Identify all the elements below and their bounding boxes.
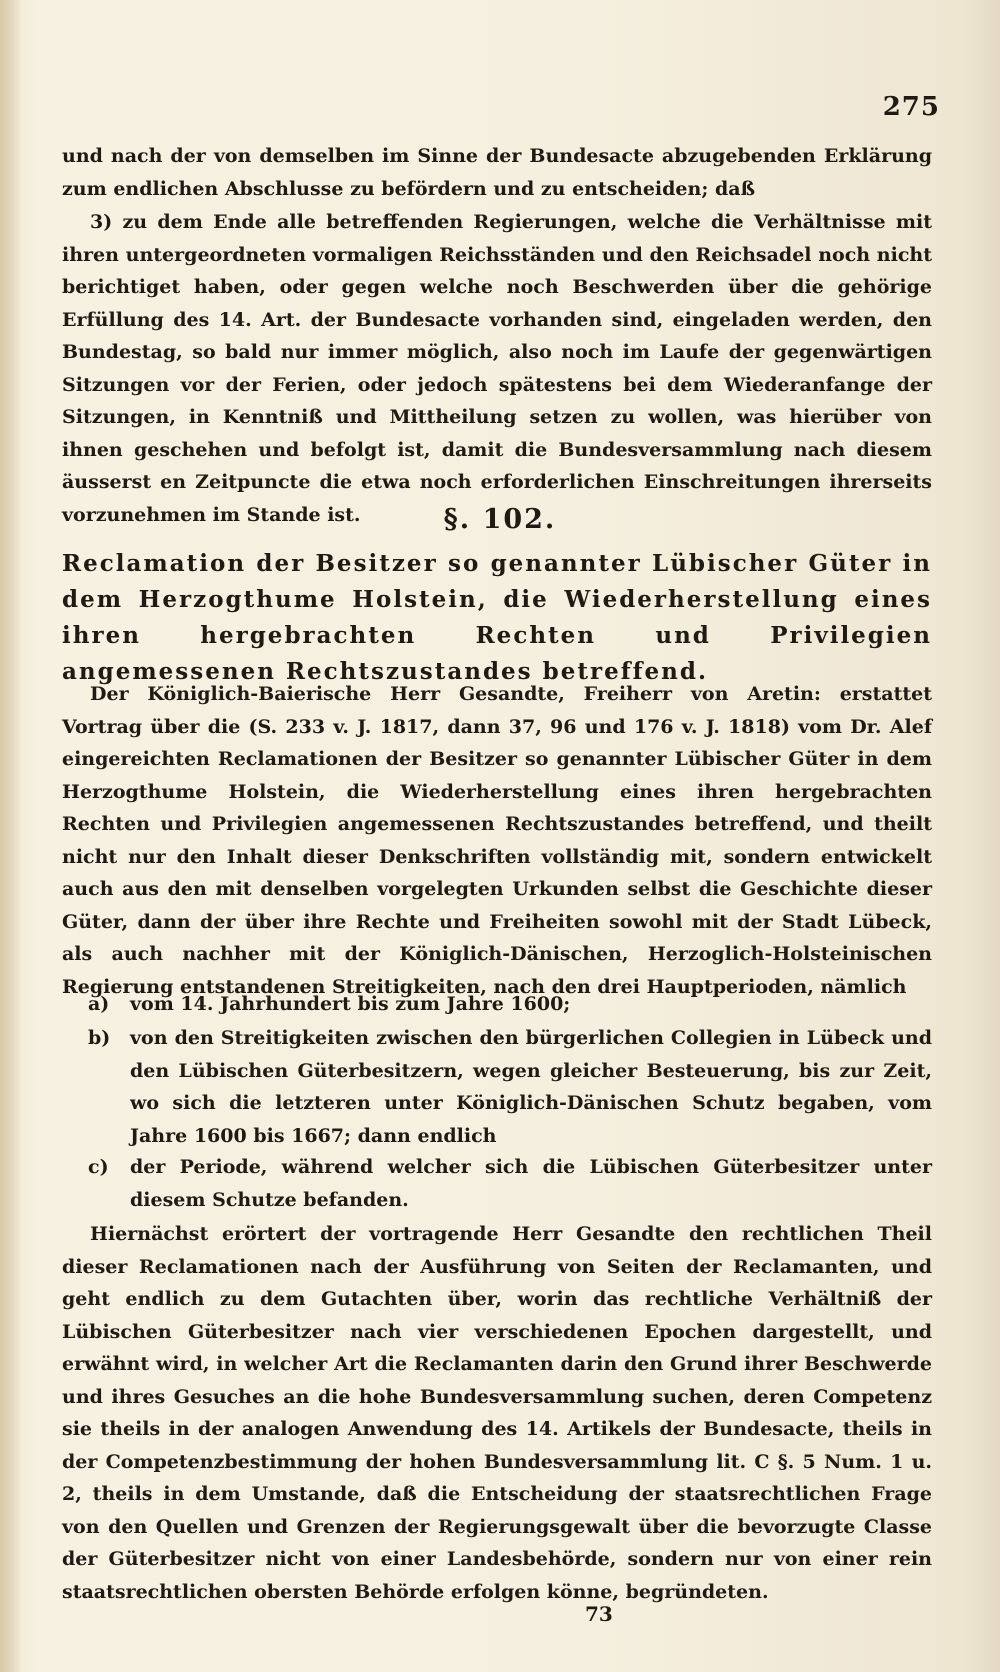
list-text: der Periode, während welcher sich die Lübischen Güterbesitzer unter diesem Schutze befanden. (130, 1156, 932, 1211)
page-number: 275 (882, 92, 940, 122)
list-item (62, 988, 932, 1021)
section-heading: Reclamation der Besitzer so genannter Lübischer Güter in dem Herzogthume Holstein, die Wiederherstellung eines ihren hergebrachten Rechten und Privilegien angemessenen Rechtszustandes betreffend. (62, 550, 932, 685)
paragraph-continuation: und nach der von demselben im Sinne der Bundesacte abzugebenden Erklärung zum endlichen Abschlusse zu befördern und zu entscheiden; daß (62, 145, 932, 200)
list-text: vom 14. Jahrhundert bis zum Jahre 1600; (130, 993, 571, 1015)
paragraph-report: Der Königlich-Baierische Herr Gesandte, Freiherr von Aretin: erstattet Vortrag über die (S. 233 v. J. 1817, dann 37, 96 und 176 v. J. 1818) vom Dr. Alef eingereichten Reclamationen der Besitzer so genannter Lübischer Güter in dem Herzogthume Holstein, die Wiederherstellung eines ihren hergebrachten Rechten und Privilegien angemessenen Rechtszustandes betreffend, und theilt nicht nur den Inhalt dieser Denkschriften vollständig mit, sondern entwickelt auch aus den mit denselben vorgelegten Urkunden selbst die Geschichte dieser Güter, dann der über ihre Rechte und Freiheiten sowohl mit der Stadt Lübeck, als auch nachher mit der Königlich-Dänischen, Herzoglich-Holsteinischen Regierung entstandenen Streitigkeiten, nach den drei Hauptperioden, nämlich (62, 683, 932, 998)
page-gutter (0, 0, 22, 1672)
list-marker: c) (88, 1156, 109, 1178)
paragraph-item-3: 3) zu dem Ende alle betreffenden Regierungen, welche die Verhältnisse mit ihren untergeordneten vormaligen Reichsständen und den Reichsadel noch nicht berichtiget haben, oder gegen welche noch Beschwerden über die gehörige Erfüllung des 14. Art. der Bundesacte vorhanden sind, eingeladen werden, den Bundestag, so bald nur immer möglich, also noch im Laufe der gegenwärtigen Sitzungen vor der Ferien, oder jedoch spätestens bei dem Wiederanfange der Sitzungen, in Kenntniß und Mittheilung setzen zu wollen, was hierüber von ihnen geschehen und befolgt ist, damit die Bundesversammlung nach diesem äusserst en Zeitpuncte die etwa noch erforderlichen Einschreitungen ihrerseits vorzunehmen im Stande ist. (62, 211, 932, 526)
paragraph-analysis: Hiernächst erörtert der vortragende Herr Gesandte den rechtlichen Theil dieser Reclamationen nach der Ausführung von Seiten der Reclamanten, und geht endlich zu dem Gutachten über, worin das rechtliche Verhältniß der Lübischen Güterbesitzer nach vier verschiedenen Epochen dargestellt, und erwähnt wird, in welcher Art die Reclamanten darin den Grund ihrer Beschwerde und ihres Gesuches an die hohe Bundesversammlung suchen, deren Competenz sie theils in der analogen Anwendung des 14. Artikels der Bundesacte, theils in der Competenzbestimmung der hohen Bundesversammlung lit. C §. 5 Num. 1 u. 2, theils in dem Umstande, daß die Entscheidung der staatsrechtlichen Frage von den Quellen und Grenzen der Regierungsgewalt über die bevorzugte Classe der Güterbesitzer nicht von einer Landesbehörde, sondern nur von einer rein staatsrechtlichen obersten Behörde erfolgen könne, begründeten. (62, 1223, 932, 1603)
list-item (62, 1151, 932, 1216)
section-number: §. 102. (443, 504, 557, 535)
list-marker: a) (88, 993, 110, 1015)
list-item (62, 1022, 932, 1152)
signature-mark: 73 (585, 1602, 613, 1626)
list-text: von den Streitigkeiten zwischen den bürgerlichen Collegien in Lübeck und den Lübischen Güterbesitzern, wegen gleicher Besteuerung, bis zur Zeit, wo sich die letzteren unter Königlich-Dänischen Schutz begaben, vom Jahre 1600 bis 1667; dann endlich (130, 1027, 932, 1147)
list-marker: b) (88, 1027, 111, 1049)
